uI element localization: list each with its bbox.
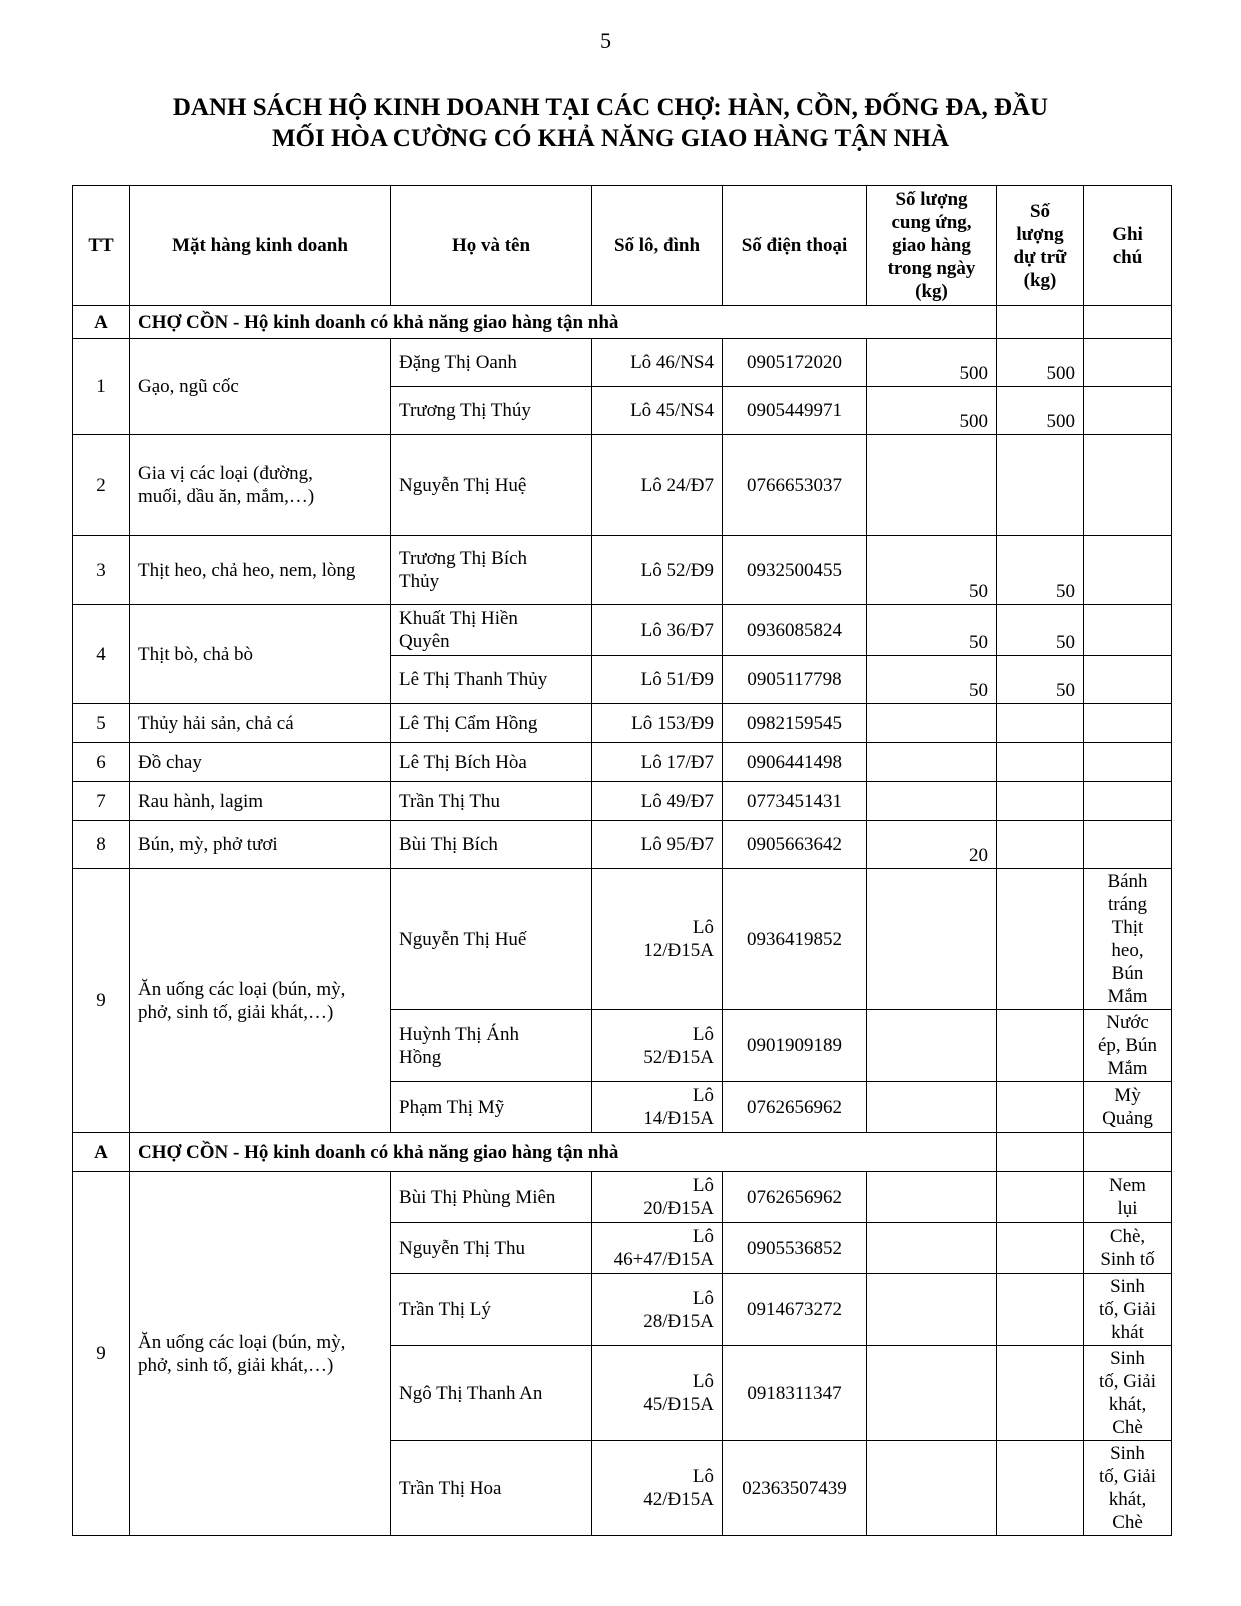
row-supply [867, 1172, 997, 1223]
table-row [73, 1172, 1172, 1223]
table-row [73, 605, 1172, 656]
row-supply [867, 743, 997, 782]
row-supply [867, 869, 997, 1010]
table-row [73, 869, 1172, 1010]
row-lot: Lô 36/Đ7 [592, 605, 723, 656]
row-tt: 9 [73, 869, 130, 1133]
row-item: Rau hành, lagim [130, 782, 391, 821]
title-line: MỐI HÒA CƯỜNG CÓ KHẢ NĂNG GIAO HÀNG TẬN NHÀ [271, 125, 950, 152]
row-name: Ngô Thị Thanh An [391, 1346, 592, 1441]
row-phone: 0901909189 [723, 1010, 867, 1082]
row-reserve [997, 743, 1084, 782]
row-phone: 0773451431 [723, 782, 867, 821]
header-name: Họ và tên [391, 186, 592, 306]
row-tt: 2 [73, 435, 130, 536]
row-note: Bánh tráng Thịt heo, Bún Mắm [1084, 869, 1172, 1010]
row-supply [867, 1346, 997, 1441]
row-phone: 0932500455 [723, 536, 867, 605]
row-phone: 0905117798 [723, 656, 867, 704]
row-reserve: 50 [997, 536, 1084, 605]
row-note [1084, 339, 1172, 387]
row-name: Nguyễn Thị Huệ [391, 435, 592, 536]
row-phone: 02363507439 [723, 1441, 867, 1536]
row-name: Bùi Thị Bích [391, 821, 592, 869]
row-item: Thủy hải sản, chả cá [130, 704, 391, 743]
header-item: Mặt hàng kinh doanh [130, 186, 391, 306]
business-table [72, 185, 1172, 1536]
row-lot: Lô 45/Đ15A [592, 1346, 723, 1441]
row-tt: 1 [73, 339, 130, 435]
row-name: Lê Thị Bích Hòa [391, 743, 592, 782]
row-tt: 3 [73, 536, 130, 605]
row-phone: 0905449971 [723, 387, 867, 435]
row-phone: 0762656962 [723, 1082, 867, 1133]
row-supply: 500 [867, 387, 997, 435]
row-reserve [997, 1082, 1084, 1133]
row-reserve [997, 1172, 1084, 1223]
section-title: CHỢ CỒN - Hộ kinh doanh có khả năng giao hàng tận nhà [130, 1133, 997, 1172]
row-lot: Lô 153/Đ9 [592, 704, 723, 743]
row-note [1084, 387, 1172, 435]
row-supply: 50 [867, 536, 997, 605]
row-name: Trần Thị Thu [391, 782, 592, 821]
row-tt: 9 [73, 1172, 130, 1536]
row-name: Đặng Thị Oanh [391, 339, 592, 387]
row-name: Bùi Thị Phùng Miên [391, 1172, 592, 1223]
section-title: CHỢ CỒN - Hộ kinh doanh có khả năng giao hàng tận nhà [130, 306, 997, 339]
row-name: Huỳnh Thị Ánh Hồng [391, 1010, 592, 1082]
row-note: Sinh tố, Giải khát, Chè [1084, 1441, 1172, 1536]
row-reserve: 50 [997, 656, 1084, 704]
row-reserve: 500 [997, 387, 1084, 435]
row-supply [867, 1274, 997, 1346]
row-reserve [997, 869, 1084, 1010]
row-lot: Lô 12/Đ15A [592, 869, 723, 1010]
section-code: A [73, 306, 130, 339]
row-supply: 20 [867, 821, 997, 869]
row-note [1084, 743, 1172, 782]
row-item: Ăn uống các loại (bún, mỳ, phở, sinh tố, giải khát,…) [130, 869, 391, 1133]
document-title [0, 92, 1221, 154]
row-note [1084, 704, 1172, 743]
row-lot: Lô 14/Đ15A [592, 1082, 723, 1133]
row-item: Gia vị các loại (đường, muối, dầu ăn, mắm,…) [130, 435, 391, 536]
row-phone: 0762656962 [723, 1172, 867, 1223]
row-lot: Lô 49/Đ7 [592, 782, 723, 821]
row-lot: Lô 42/Đ15A [592, 1441, 723, 1536]
row-note: Sinh tố, Giải khát, Chè [1084, 1346, 1172, 1441]
row-supply: 50 [867, 605, 997, 656]
row-phone: 0982159545 [723, 704, 867, 743]
row-note: Mỳ Quảng [1084, 1082, 1172, 1133]
header-note: Ghi chú [1084, 186, 1172, 306]
table-row [73, 782, 1172, 821]
row-name: Trương Thị Bích Thủy [391, 536, 592, 605]
row-supply [867, 704, 997, 743]
header-row [73, 186, 1172, 306]
row-lot: Lô 51/Đ9 [592, 656, 723, 704]
row-lot: Lô 95/Đ7 [592, 821, 723, 869]
row-phone: 0936085824 [723, 605, 867, 656]
row-item: Thịt heo, chả heo, nem, lòng [130, 536, 391, 605]
row-supply: 50 [867, 656, 997, 704]
row-reserve [997, 1274, 1084, 1346]
row-reserve [997, 782, 1084, 821]
row-name: Lê Thị Thanh Thủy [391, 656, 592, 704]
row-note: Nước ép, Bún Mắm [1084, 1010, 1172, 1082]
row-supply [867, 1082, 997, 1133]
row-lot: Lô 45/NS4 [592, 387, 723, 435]
row-name: Phạm Thị Mỹ [391, 1082, 592, 1133]
row-tt: 6 [73, 743, 130, 782]
row-tt: 4 [73, 605, 130, 704]
row-note [1084, 656, 1172, 704]
row-note [1084, 821, 1172, 869]
row-note: Nem lụi [1084, 1172, 1172, 1223]
table-row [73, 339, 1172, 387]
row-note [1084, 435, 1172, 536]
header-tt: TT [73, 186, 130, 306]
row-phone: 0905663642 [723, 821, 867, 869]
table-row [73, 743, 1172, 782]
row-item: Đồ chay [130, 743, 391, 782]
header-supply: Số lượng cung ứng, giao hàng trong ngày (kg) [867, 186, 997, 306]
row-note [1084, 605, 1172, 656]
table-row [73, 821, 1172, 869]
row-lot: Lô 52/Đ15A [592, 1010, 723, 1082]
row-reserve [997, 435, 1084, 536]
section-row [73, 306, 1172, 339]
row-phone: 0918311347 [723, 1346, 867, 1441]
row-lot: Lô 20/Đ15A [592, 1172, 723, 1223]
row-lot: Lô 24/Đ7 [592, 435, 723, 536]
row-supply [867, 1010, 997, 1082]
row-note: Chè, Sinh tố [1084, 1223, 1172, 1274]
table-row [73, 435, 1172, 536]
row-reserve: 500 [997, 339, 1084, 387]
row-reserve [997, 1010, 1084, 1082]
row-item: Ăn uống các loại (bún, mỳ, phở, sinh tố, giải khát,…) [130, 1172, 391, 1536]
section-row [73, 1133, 1172, 1172]
title-line: DANH SÁCH HỘ KINH DOANH TẠI CÁC CHỢ: HÀN, CỒN, ĐỐNG ĐA, ĐẦU [172, 94, 1049, 121]
row-name: Trần Thị Hoa [391, 1441, 592, 1536]
row-phone: 0914673272 [723, 1274, 867, 1346]
row-supply: 500 [867, 339, 997, 387]
row-supply [867, 1223, 997, 1274]
row-name: Khuất Thị Hiền Quyên [391, 605, 592, 656]
header-phone: Số điện thoại [723, 186, 867, 306]
row-reserve [997, 1223, 1084, 1274]
row-name: Trương Thị Thúy [391, 387, 592, 435]
row-item: Bún, mỳ, phở tươi [130, 821, 391, 869]
row-reserve [997, 821, 1084, 869]
row-note [1084, 536, 1172, 605]
row-tt: 5 [73, 704, 130, 743]
row-note [1084, 782, 1172, 821]
row-name: Trần Thị Lý [391, 1274, 592, 1346]
row-lot: Lô 28/Đ15A [592, 1274, 723, 1346]
page-number: 5 [600, 28, 611, 53]
row-phone: 0905536852 [723, 1223, 867, 1274]
row-phone: 0906441498 [723, 743, 867, 782]
row-supply [867, 782, 997, 821]
header-lot: Số lô, đình [592, 186, 723, 306]
row-name: Nguyễn Thị Huế [391, 869, 592, 1010]
row-reserve: 50 [997, 605, 1084, 656]
table-row [73, 704, 1172, 743]
row-phone: 0905172020 [723, 339, 867, 387]
row-reserve [997, 704, 1084, 743]
row-supply [867, 435, 997, 536]
row-phone: 0766653037 [723, 435, 867, 536]
row-reserve [997, 1441, 1084, 1536]
row-item: Gạo, ngũ cốc [130, 339, 391, 435]
row-note: Sinh tố, Giải khát [1084, 1274, 1172, 1346]
row-lot: Lô 46/NS4 [592, 339, 723, 387]
section-code: A [73, 1133, 130, 1172]
row-tt: 8 [73, 821, 130, 869]
row-lot: Lô 46+47/Đ15A [592, 1223, 723, 1274]
table-row [73, 536, 1172, 605]
row-phone: 0936419852 [723, 869, 867, 1010]
row-name: Lê Thị Cẩm Hồng [391, 704, 592, 743]
row-tt: 7 [73, 782, 130, 821]
row-name: Nguyễn Thị Thu [391, 1223, 592, 1274]
row-reserve [997, 1346, 1084, 1441]
row-lot: Lô 17/Đ7 [592, 743, 723, 782]
row-item: Thịt bò, chả bò [130, 605, 391, 704]
row-supply [867, 1441, 997, 1536]
row-lot: Lô 52/Đ9 [592, 536, 723, 605]
header-reserve: Số lượng dự trữ (kg) [997, 186, 1084, 306]
